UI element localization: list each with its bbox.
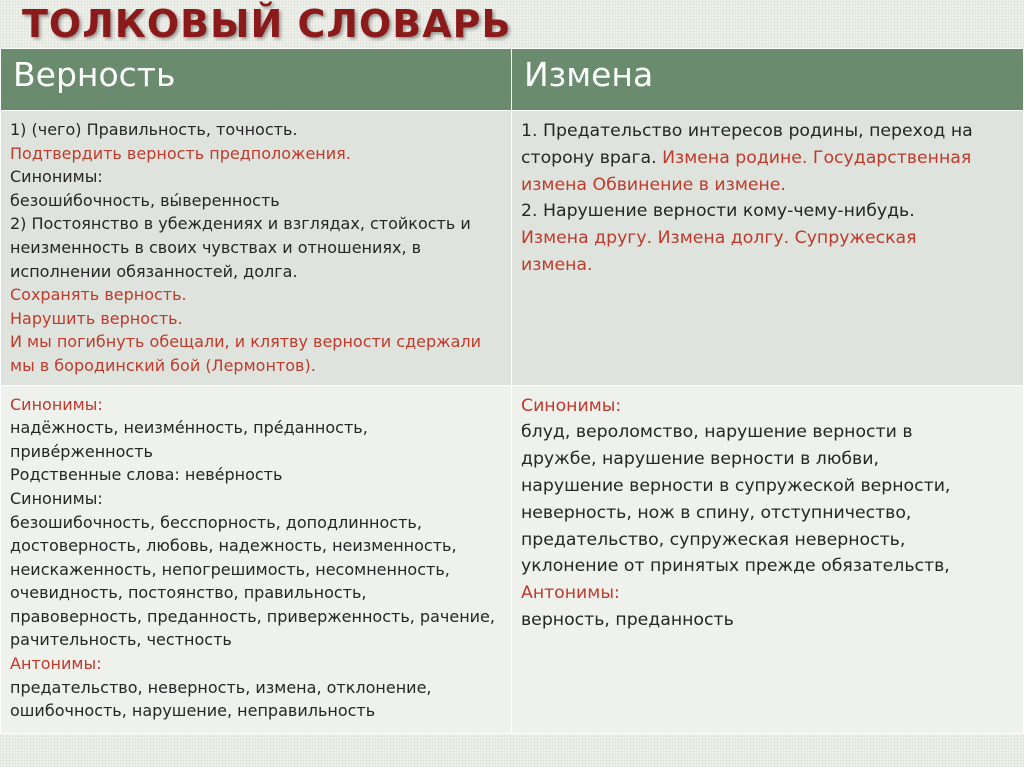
- text-line: [521, 145, 1014, 172]
- slide-title: ТОЛКОВЫЙ СЛОВАРЬ: [22, 2, 512, 46]
- text-line: неискаженность, непогрешимость, несомненность,: [10, 559, 450, 579]
- example-line: Антонимы:: [521, 583, 620, 604]
- text-line: исполнении обязанностей, долга.: [10, 261, 298, 281]
- text-line: неизменность в своих чувствах и отношениях, в: [10, 237, 422, 257]
- example-text: Измена родине. Государственная: [662, 147, 972, 168]
- header-betrayal: Измена: [512, 49, 1024, 111]
- text-line: уклонение от принятых прежде обязательств,: [521, 556, 950, 577]
- definition-text: 1. Предательство интересов родины, переход на: [521, 121, 973, 141]
- example-line: Сохранять верность.: [10, 285, 187, 305]
- text-line: [521, 225, 1014, 252]
- text-line: [521, 252, 1014, 279]
- example-text: Измена другу. Измена долгу. Супружеская: [521, 228, 917, 249]
- example-line: мы в бородинский бой (Лермонтов).: [10, 355, 316, 375]
- example-text: измена.: [521, 254, 593, 275]
- text-line: [521, 172, 1014, 199]
- text-line: приве́рженность: [10, 441, 153, 461]
- loyalty-definitions-text: [10, 118, 502, 378]
- text-line: Родственные слова: неве́рность: [10, 465, 283, 485]
- text-line: верность, преданность: [521, 609, 734, 630]
- text-line: неверность, нож в спину, отступничество,: [521, 502, 912, 523]
- text-line: дружбе, нарушение верности в любви,: [521, 449, 879, 470]
- text-line: [521, 198, 1014, 225]
- text-line: ошибочность, нарушение, неправильность: [10, 701, 376, 721]
- text-line: нарушение верности в супружеской верности,: [521, 475, 951, 496]
- example-line: Нарушить верность.: [10, 308, 183, 328]
- example-text: измена Обвинение в измене.: [521, 174, 786, 195]
- dictionary-table: [0, 48, 1024, 734]
- example-line: Синонимы:: [10, 394, 103, 414]
- table-header-row: [1, 49, 1024, 111]
- betrayal-definitions-cell: [512, 111, 1024, 386]
- definition-text: сторону врага.: [521, 147, 663, 168]
- loyalty-definitions-cell: [1, 111, 512, 386]
- betrayal-definitions-text: [521, 118, 1014, 279]
- definition-text: 2. Нарушение верности кому-чему-нибудь.: [521, 201, 915, 222]
- background-strip: [0, 734, 1024, 767]
- text-line: надёжность, неизме́нность, пре́данность,: [10, 418, 368, 438]
- text-line: Синонимы:: [10, 488, 103, 508]
- synonyms-row: [1, 385, 1024, 733]
- text-line: очевидность, постоянство, правильность,: [10, 583, 367, 603]
- text-line: блуд, вероломство, нарушение верности в: [521, 422, 913, 443]
- loyalty-synonyms-cell: [1, 385, 512, 733]
- example-line: Синонимы:: [521, 395, 622, 416]
- text-line: Синонимы:: [10, 167, 103, 187]
- text-line: 1) (чего) Правильность, точность.: [10, 120, 298, 139]
- example-line: Подтвердить верность предположения.: [10, 143, 351, 163]
- betrayal-synonyms-text: [521, 393, 1014, 634]
- text-line: достоверность, любовь, надежность, неизменность,: [10, 536, 457, 556]
- text-line: рачительность, честность: [10, 630, 232, 650]
- text-line: [521, 118, 1014, 145]
- loyalty-synonyms-text: [10, 393, 502, 723]
- definitions-row: [1, 111, 1024, 386]
- text-line: правоверность, преданность, приверженность, рачение,: [10, 606, 495, 626]
- header-loyalty: Верность: [1, 49, 512, 111]
- example-line: И мы погибнуть обещали, и клятву верности сдержали: [10, 332, 481, 352]
- example-line: Антонимы:: [10, 654, 102, 674]
- text-line: 2) Постоянство в убеждениях и взглядах, стойкость и: [10, 214, 471, 234]
- text-line: безошибочность, бесспорность, доподлинность,: [10, 512, 422, 532]
- text-line: предательство, неверность, измена, отклонение,: [10, 677, 432, 697]
- text-line: предательство, супружеская неверность,: [521, 529, 906, 550]
- text-line: безоши́бочность, вы́веренность: [10, 190, 280, 210]
- betrayal-synonyms-cell: [512, 385, 1024, 733]
